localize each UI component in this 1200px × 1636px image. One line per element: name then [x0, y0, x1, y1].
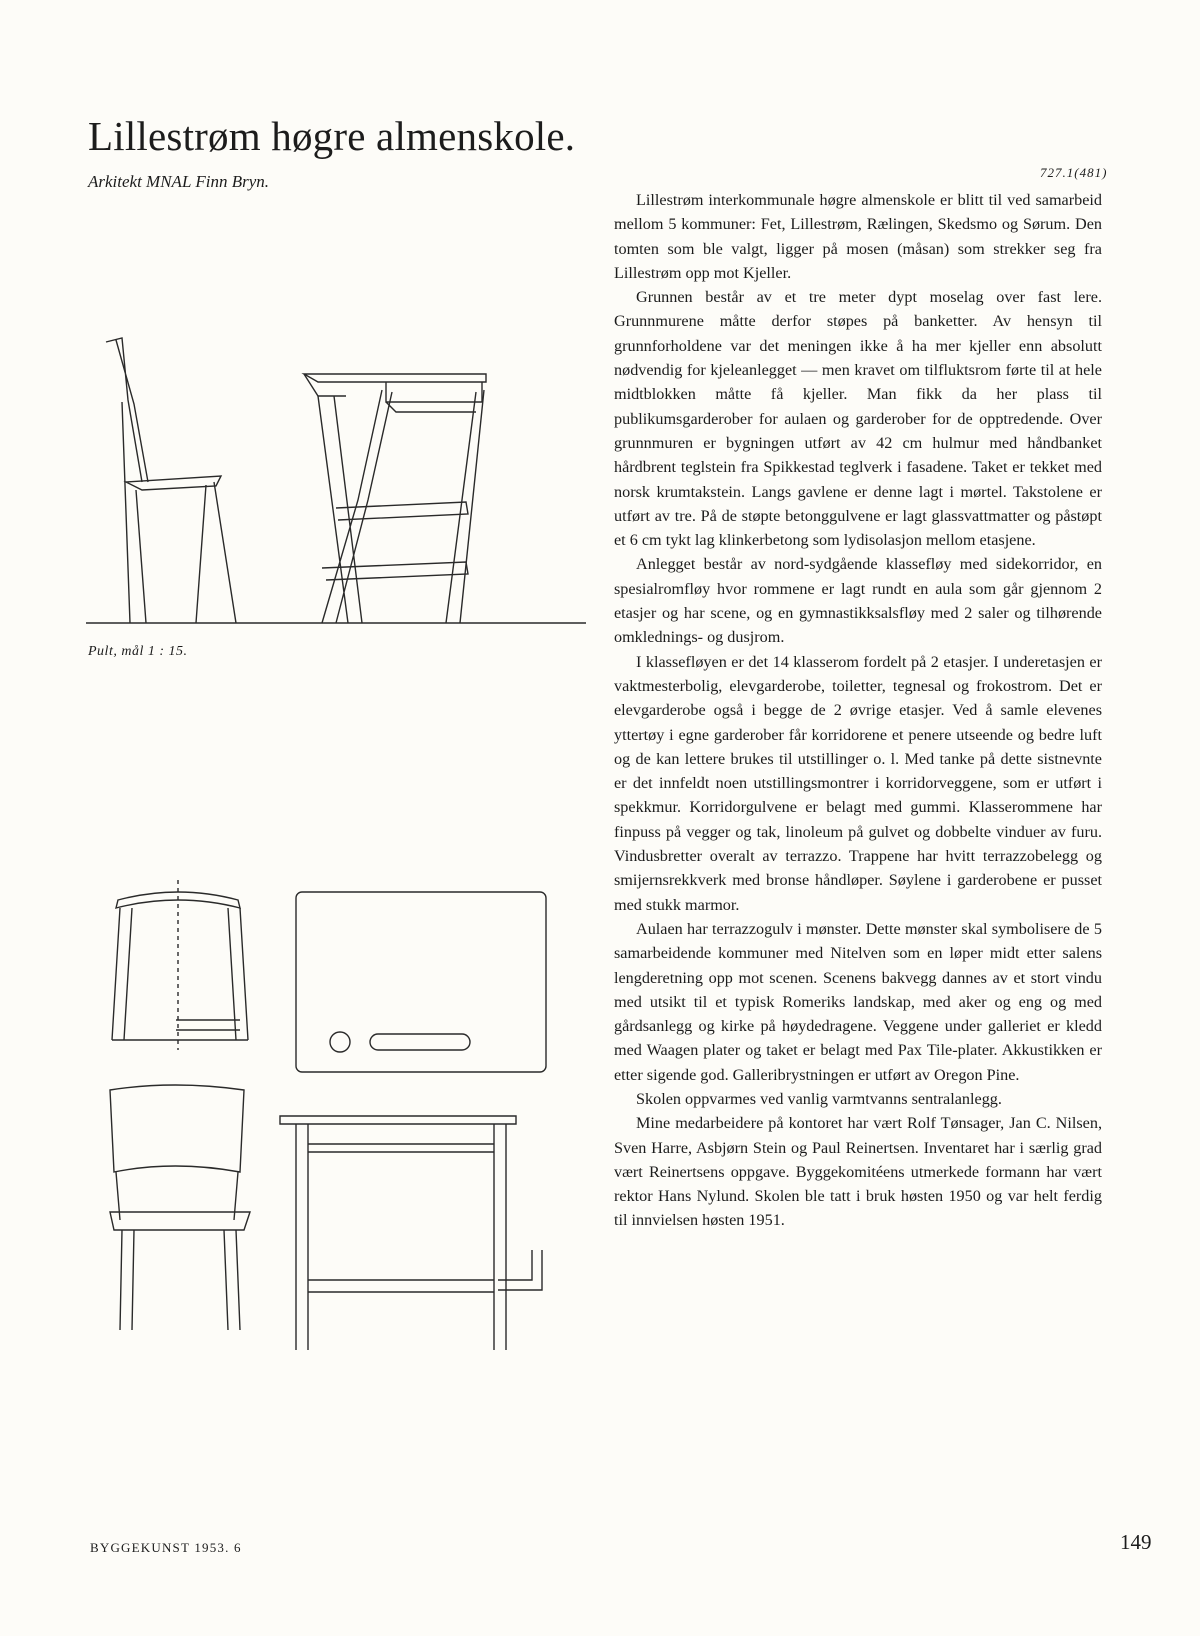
page-number: 149 [1120, 1530, 1152, 1554]
article-subtitle: Arkitekt MNAL Finn Bryn. [88, 172, 269, 191]
paragraph: I klassefløyen er det 14 klasserom fordelt på 2 etasjer. I underetasjen er vaktmesterbolig, elevgarderobe, toiletter, tegnesal og frokostrom. Det er elevgarderobe også i begge de 2 øvrige etasjer. Ved å samle elevenes yttertøy i egne garderober får korridorene et penere utseende og bedre luft og de kan lettere brukes til utstillinger o. l. Med tanke på dette sistnevnte er det innfeldt noen utstillingsmontrer i korridorveggene, som er utført i spekkmur. Korridorgulvene er belagt med gummi. Klasserommene har finpuss på vegger og tak, linoleum på gulvet og dobbelte vinduer av furu. Vindusbretter overalt av terrazzo. Trappene har hvitt terrazzobelegg og smijernsrekkverk med bronse håndløper. Søylene i garderobene er pusset med stukk marmor. [614, 652, 1102, 914]
article-title: Lillestrøm høgre almenskole. [88, 113, 576, 159]
desk-front-top [280, 1116, 516, 1124]
paragraph: Lillestrøm interkommunale høgre almenskole er blitt til ved samarbeid mellom 5 kommuner: Fet, Lillestrøm, Rælingen, Skedsmo og Sørum. Den tomten som ble valgt, ligger på mosen (måsan) som strekker seg fra Lillestrøm opp mot Kjeller. [614, 191, 1102, 282]
desk-legs [318, 390, 484, 623]
chair-seat [126, 476, 221, 490]
desk-drawer [386, 382, 482, 412]
paragraph: Mine medarbeidere på kontoret har vært Rolf Tønsager, Jan C. Nilsen, Sven Harre, Asbjørn Stein og Paul Reinertsen. Inventaret har i særlig grad vært Reinertsens oppgave. Byggekomitéens utmerkede formann har vært rektor Hans Nylund. Skolen ble tatt i bruk høsten 1950 og var helt ferdig til innvielsen høsten 1951. [614, 1114, 1102, 1230]
chair-back-drawing [104, 1080, 264, 1340]
desk-front-drawing [280, 1110, 560, 1360]
paragraph: Grunnen består av et tre meter dypt moselag over fast lere. Grunnmurene måtte derfor støpes på banketter. Av hensyn til grunnforholdene var det meningen ikke å ha mer kjeller enn absolutt nødvendig for kjeleanlegget — men kravet om tilfluktsrom førte til at hele midtblokken måtte få kjeller. Man fikk da her plass til publikumsgarderober for aulaen og garderober for de opptredende. Over grunnmuren er bygningen utført av 42 cm hulmur med håndbanket hårdbrent teglstein fra Spikkestad teglverk i fasadene. Taket er tekket med norsk krumtakstein. Langs gavlene er denne lagt i mørtel. Takstolene er utført av tre. På de støpte betonggulvene er lagt glassvattmatter og påstøpt et 6 cm tykt lag klinkerbetong som lydisolasjon mellom etasjene. [614, 288, 1102, 550]
paragraph: Skolen oppvarmes ved vanlig varmtvanns sentralanlegg. [636, 1089, 1002, 1108]
desk-top [304, 374, 486, 396]
desk-side-elevation-drawing [86, 330, 586, 640]
chair-back-legs [120, 1230, 240, 1330]
chair-back [106, 338, 148, 482]
publication-footer: BYGGEKUNST 1953. 6 [90, 1540, 242, 1555]
desk-plan-outline [296, 892, 546, 1072]
article-body [614, 188, 1102, 1233]
chair-back-uprights [116, 1172, 238, 1220]
chair-front-rails [112, 1020, 248, 1040]
chair-front-top-drawing [100, 880, 260, 1050]
desk-plan-drawing [294, 888, 554, 1088]
desk-footrest [322, 502, 468, 580]
paragraph: Anlegget består av nord-sydgående klassefløy med sidekorridor, en spesialromfløy hvor rommene er lagt rundt en aula som går gjennom 2 etasjer og har scene, og en gymnastikksalsfløy med 2 saler og tilhørende omklednings- og dusjrom. [614, 555, 1102, 647]
chair-backrest [110, 1085, 244, 1172]
chair-seat-front [110, 1212, 250, 1230]
desk-front-bookrack [498, 1250, 542, 1290]
desk-front-legs [296, 1124, 506, 1350]
classification-number: 727.1(481) [1040, 165, 1108, 180]
inkwell-hole [330, 1032, 350, 1052]
paragraph: Aulaen har terrazzogulv i mønster. Dette mønster skal symbolisere de 5 samarbeidende kommuner med Nitelven som en løper midt etter salens lengderetning opp mot scenen. Scenens bakvegg dannes av et stort vindu med utsikt til et typisk Romeriks landskap, med aker og eng og med gårdsanlegg og kirke på høydedragene. Veggene under galleriet er kledd med Waagen plater og taket er belagt med Pax Tile-plater. Akkustikken er etter sigende god. Galleribrystningen er utført av Oregon Pine. [614, 919, 1102, 1084]
pen-groove [370, 1034, 470, 1050]
desk-front-rails [308, 1144, 494, 1292]
figure-caption: Pult, mål 1 : 15. [88, 644, 188, 659]
